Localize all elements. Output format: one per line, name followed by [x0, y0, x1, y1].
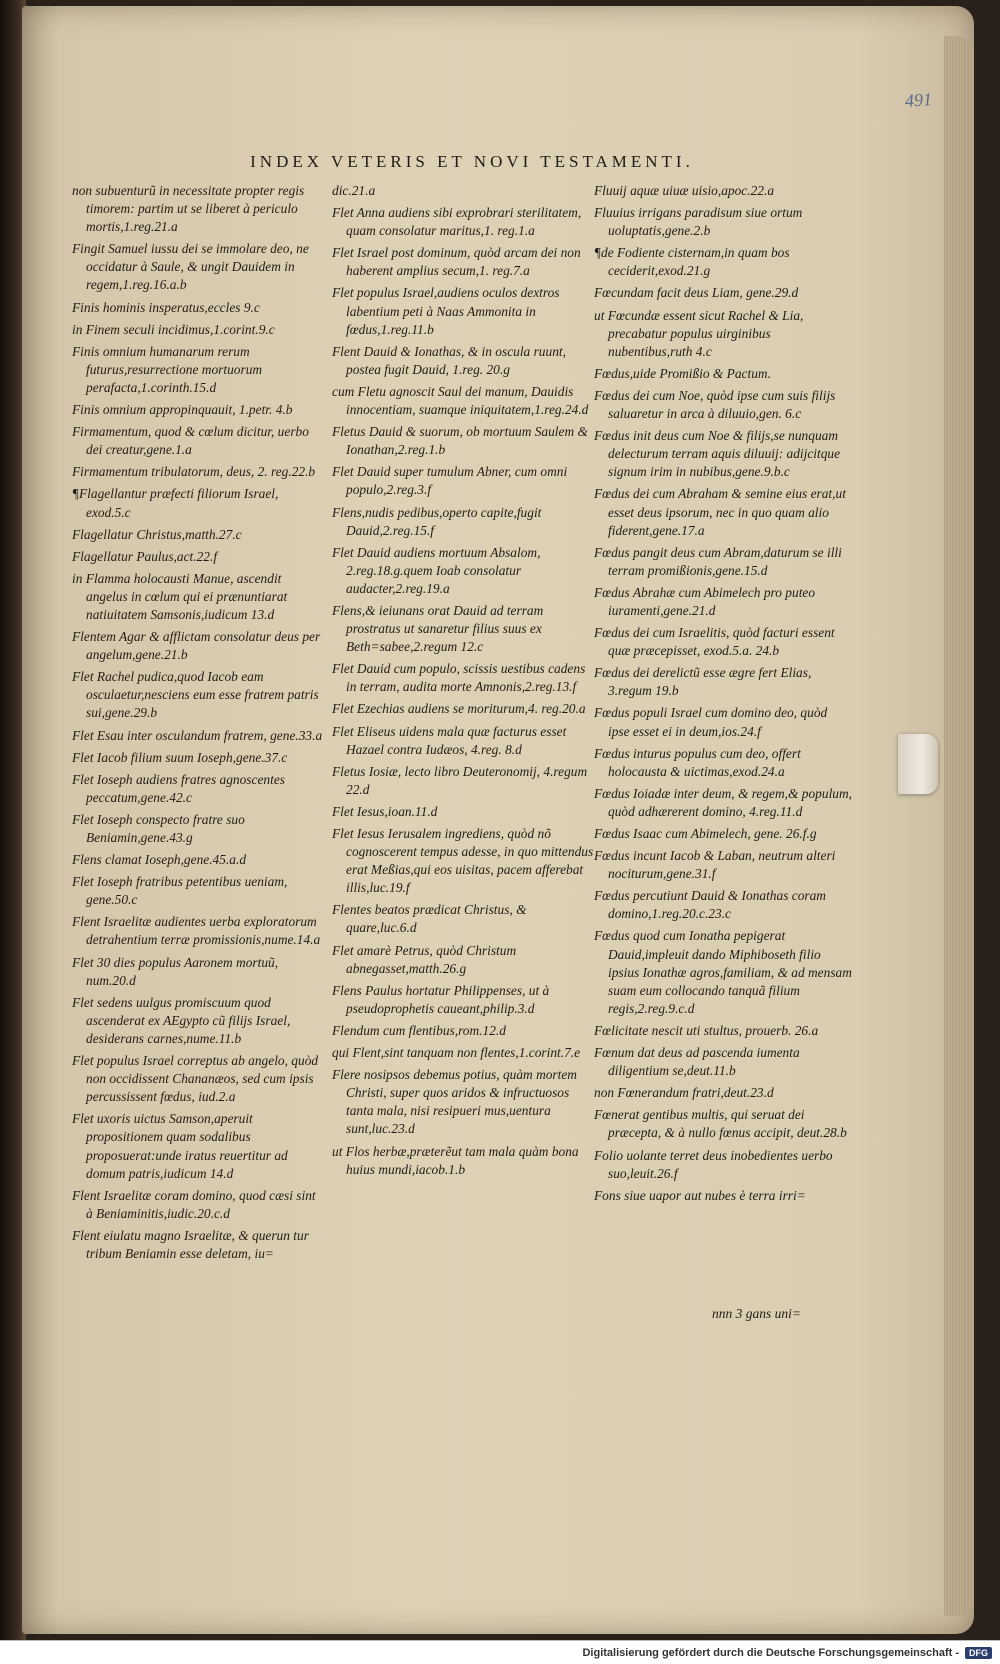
- index-entry: ¶Flagellantur præfecti filiorum Israel, exod.5.c: [72, 486, 279, 520]
- index-entry: Flent Israelitæ audientes uerba exploratorum detrahentium terræ promissionis,nume.14.a: [72, 914, 321, 948]
- index-entry: Fœdus inturus populus cum deo, offert holocausta & uictimas,exod.24.a: [594, 745, 801, 779]
- index-entry: Flet Esau inter osculandum fratrem, gene.33.a: [72, 727, 323, 743]
- index-entry: Fletus Iosiæ, lecto libro Deuteronomij, 4.regum 22.d: [332, 763, 588, 797]
- dfg-logo: DFG: [965, 1647, 992, 1659]
- index-entry: Flet Iesus,ioan.11.d: [332, 803, 438, 819]
- index-entry: Flet Anna audiens sibi exprobrari sterilitatem, quam consolatur maritus,1. reg.1.a: [332, 205, 582, 239]
- index-entry: Flet Iacob filium suum Ioseph,gene.37.c: [72, 749, 288, 765]
- index-entry: Flet uxoris uictus Samson,aperuit propositionem quam sodalibus proposuerat:unde iratus reuertitur ad domum patris,iudicum 14.d: [72, 1111, 288, 1181]
- index-entry: Flendum cum flentibus,rom.12.d: [332, 1022, 506, 1038]
- index-entry: Flet Iesus Ierusalem ingrediens, quòd nõ cognoscerent tempus adesse, in quo mittendus erat Meßias,qui eos uisitas, pacem afferebat illis,luc.19.f: [332, 826, 594, 896]
- index-entry: qui Flent,sint tanquam non flentes,1.corint.7.e: [332, 1045, 581, 1061]
- footer-bar: [0, 1640, 1000, 1664]
- index-entry: Flet Ezechias audiens se moriturum,4. reg.20.a: [332, 701, 586, 717]
- index-entry: Finis hominis insperatus,eccles 9.c: [72, 299, 260, 315]
- catchword: nnn 3 gans uni=: [712, 1306, 801, 1321]
- index-column-1: [72, 182, 324, 1267]
- index-entry: Flagellatur Paulus,act.22.f: [72, 548, 218, 564]
- index-entry: non Fœnerandum fratri,deut.23.d: [594, 1085, 774, 1101]
- index-entry: Flet populus Israel correptus ab angelo, quòd non occidissent Chananæos, sed cum ipsis percussissent fœdus, iud.2.a: [72, 1053, 319, 1105]
- index-entry: Flentes beatos prædicat Christus, & quare,luc.6.d: [332, 902, 527, 936]
- index-entry: Fœdus dei cum Noe, quòd ipse cum suis filijs saluaretur in arca à diluuio,gen. 6.c: [594, 387, 836, 422]
- index-entry: Fœnerat gentibus multis, qui seruat dei præcepta, & à nullo fœnus accipit, deut.28.b: [594, 1107, 847, 1141]
- index-entry: Flet Israel post dominum, quòd arcam dei non haberent amplius secum,1. reg.7.a: [332, 245, 581, 279]
- index-entry: dic.21.a: [332, 183, 376, 198]
- index-entry: Flet amarè Petrus, quòd Christum abnegasset,matth.26.g: [332, 942, 517, 976]
- index-entry: Firmamentum, quod & cœlum dicitur, uerbo dei creatur,gene.1.a: [72, 424, 309, 458]
- index-entry: Fœdus Isaac cum Abimelech, gene. 26.f.g: [594, 826, 817, 841]
- index-entry: Fœdus pangit deus cum Abram,daturum se illi terram promißionis,gene.15.d: [594, 544, 842, 578]
- index-entry: Flens Paulus hortatur Philippenses, ut à pseudoprophetis caueant,philip.3.d: [332, 982, 550, 1016]
- index-entry: ut Flos herbæ,præterẽut tam mala quàm bona huius mundi,iacob.1.b: [332, 1143, 579, 1177]
- index-entry: Flet 30 dies populus Aaronem mortuũ, num.20.d: [72, 954, 279, 988]
- book-page: [22, 6, 974, 1634]
- index-entry: in Finem seculi incidimus,1.corint.9.c: [72, 321, 275, 337]
- index-entry: Flens,& ieiunans orat Dauid ad terram prostratus ut sanaretur filius suus ex Beth=sabee,2.regum 12.c: [332, 602, 544, 655]
- index-column-2: [332, 182, 594, 1183]
- index-entry: Flet Dauid audiens mortuum Absalom, 2.reg.18.g.quem Ioab consolatur audacter,2.reg.19.a: [332, 544, 541, 596]
- index-entry: Fœdus dei cum Israelitis, quòd facturi essent quæ præcepisset, exod.5.a. 24.b: [594, 625, 835, 659]
- index-entry: Flens,nudis pedibus,operto capite,fugit Dauid,2.reg.15.f: [332, 504, 542, 538]
- index-entry: Finis omnium humanarum rerum futurus,resurrectione mortuorum perafacta,1.corinth.15.d: [72, 343, 263, 395]
- index-entry: ¶de Fodiente cisternam,in quam bos ceciderit,exod.21.g: [594, 245, 790, 279]
- index-entry: Fœdus populi Israel cum domino deo, quòd ipse esset ei in deum,ios.24.f: [594, 705, 828, 739]
- index-entry: Flet Ioseph fratribus petentibus ueniam, gene.50.c: [72, 874, 288, 908]
- index-entry: Flet Eliseus uidens mala quæ facturus esset Hazael contra Iudæos, 4.reg. 8.d: [332, 723, 567, 757]
- index-entry: Flet populus Israel,audiens oculos dextros labentium peti à Naas Ammonita in fœdus,1.reg.11.b: [332, 285, 560, 337]
- index-entry: Fons siue uapor aut nubes è terra irri=: [594, 1187, 806, 1203]
- index-entry: Folio uolante terret deus inobedientes uerbo suo,leuit.26.f: [594, 1147, 833, 1181]
- index-entry: Flet Ioseph conspecto fratre suo Beniamin,gene.43.g: [72, 811, 245, 845]
- index-entry: Fletus Dauid & suorum, ob mortuum Saulem & Ionathan,2.reg.1.b: [332, 424, 588, 458]
- index-entry: Fœdus dei cum Abraham & semine eius erat,ut esset deus ipsorum, nec in quo quam alio fiderent,gene.17.a: [594, 486, 846, 538]
- index-entry: Flet Dauid cum populo, scissis uestibus cadens in terram, audita morte Amnonis,2.reg.13.f: [332, 661, 586, 695]
- index-entry: Flere nosipsos debemus potius, quàm mortem Christi, super quos aridos & infructuosos tanta mala, nisi resipueri mus,uentura sunt,luc.23.d: [332, 1067, 577, 1137]
- index-entry: cum Fletu agnoscit Saul dei manum, Dauidis innocentiam, suamque iniquitatem,1.reg.24.d: [332, 383, 589, 418]
- index-entry: Flagellatur Christus,matth.27.c: [72, 526, 242, 542]
- index-entry: Flens clamat Ioseph,gene.45.a.d: [72, 852, 247, 868]
- bookmark-tab: [898, 734, 938, 794]
- index-column-3: [594, 182, 852, 1209]
- page-fore-edge: [944, 36, 974, 1616]
- index-entry: Fœdus init deus cum Noe & filijs,se nunquam delecturum terram aquis diluuij: adijcitque signum irim in nubibus,gene.9.b.c: [594, 428, 841, 480]
- index-entry: Fluuij aquæ uiuæ uisio,apoc.22.a: [594, 183, 775, 198]
- index-entry: Fœdus Abrahæ cum Abimelech pro puteo iuramenti,gene.21.d: [594, 584, 816, 618]
- index-entry: ut Fœcundæ essent sicut Rachel & Lia, precabatur populus uirginibus nubentibus,ruth 4.c: [594, 307, 804, 359]
- index-entry: Flent Israelitæ coram domino, quod cæsi sint à Beniaminitis,iudic.20.c.d: [72, 1187, 316, 1221]
- index-entry: Fœcundam facit deus Liam, gene.29.d: [594, 285, 799, 301]
- running-head: INDEX VETERIS ET NOVI TESTAMENTI.: [250, 152, 694, 171]
- index-entry: Flet Rachel pudica,quod Iacob eam osculaetur,nesciens eum esse fratrem patris sui,gene.29.b: [72, 669, 319, 721]
- index-entry: Fœdus incunt Iacob & Laban, neutrum alteri nociturum,gene.31.f: [594, 848, 836, 882]
- index-entry: Fluuius irrigans paradisum siue ortum uoluptatis,gene.2.b: [594, 205, 803, 239]
- index-entry: Flet sedens uulgus promiscuum quod ascenderat ex AEgypto cũ filijs Israel, desiderans carnes,nume.11.b: [72, 994, 291, 1046]
- index-entry: Flent Dauid & Ionathas, & in oscula ruunt, postea fugit Dauid, 1.reg. 20.g: [332, 343, 566, 377]
- index-entry: Finis omnium appropinquauit, 1.petr. 4.b: [72, 402, 293, 418]
- index-entry: non subuenturũ in necessitate propter regis timorem: partim ut se liberet à periculo mortis,1.reg.21.a: [72, 183, 305, 235]
- index-entry: Fœdus Ioiadæ inter deum, & regem,& populum, quòd adhærerent domino, 4.reg.11.d: [594, 785, 852, 819]
- index-entry: Fœlicitate nescit uti stultus, prouerb. 26.a: [594, 1022, 819, 1038]
- index-entry: Fœdus quod cum Ionatha pepigerat Dauid,impleuit dando Miphiboseth filio ipsius Ionathæ agros,familiam, & ad mensam suam eum collocando tanquã filium regis,2.reg.9.c.d: [594, 928, 852, 1016]
- index-entry: Fœdus dei derelictũ esse ægre fert Elias, 3.regum 19.b: [594, 665, 812, 699]
- index-entry: in Flamma holocausti Manue, ascendit angelus in cœlum qui ei prænuntiarat natiuitatem Samsonis,iudicum 13.d: [72, 570, 288, 622]
- index-entry: Fingit Samuel iussu dei se immolare deo, ne occidatur à Saule, & ungit Dauidem in regem,1.reg.16.a.b: [72, 241, 309, 293]
- index-entry: Flet Ioseph audiens fratres agnoscentes peccatum,gene.42.c: [72, 771, 285, 805]
- index-entry: Firmamentum tribulatorum, deus, 2. reg.22.b: [72, 464, 316, 480]
- footer-credit: Digitalisierung gefördert durch die Deutsche Forschungsgemeinschaft -: [582, 1646, 959, 1659]
- index-entry: Flentem Agar & afflictam consolatur deus per angelum,gene.21.b: [72, 629, 321, 663]
- index-entry: Flet Dauid super tumulum Abner, cum omni populo,2.reg.3.f: [332, 464, 568, 498]
- index-entry: Flent eiulatu magno Israelitæ, & querun tur tribum Beniamin esse deletam, iu=: [72, 1227, 309, 1261]
- page-number: 491: [904, 89, 933, 111]
- index-entry: Fœdus,uide Promißio & Pactum.: [594, 365, 771, 381]
- index-entry: Fœdus percutiunt Dauid & Ionathas coram domino,1.reg.20.c.23.c: [594, 888, 826, 922]
- index-entry: Fœnum dat deus ad pascenda iumenta diligentium se,deut.11.b: [594, 1045, 800, 1079]
